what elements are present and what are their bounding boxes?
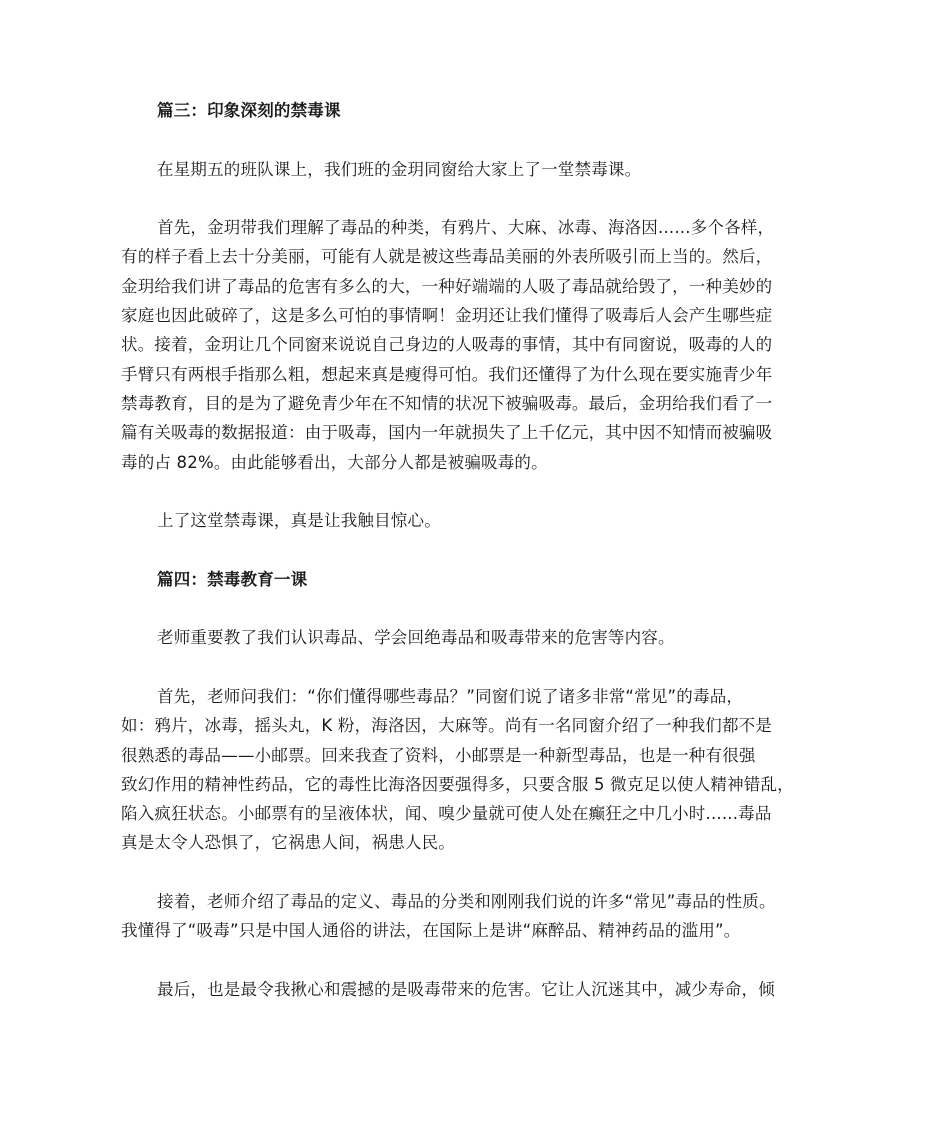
paragraph-line: 禁毒教育，目的是为了避免青少年在不知情的状况下被骗吸毒。最后，金玥给我们看了一 xyxy=(121,393,773,413)
paragraph-gap xyxy=(121,535,833,564)
paragraph-line: 致幻作用的精神性药品，它的毒性比海洛因要强得多，只要含服 5 微克足以使人精神错乱， xyxy=(121,774,794,794)
paragraph-line: 最后，也是最令我揪心和震撼的是吸毒带来的危害。它让人沉迷其中，减少寿命，倾 xyxy=(157,979,775,999)
paragraph-line: 在星期五的班队课上，我们班的金玥同窗给大家上了一堂禁毒课。 xyxy=(157,159,642,179)
section-heading: 篇四：禁毒教育一课 xyxy=(157,569,308,589)
paragraph-gap xyxy=(121,477,833,506)
paragraph-line: 手臂只有两根手指那么粗，想起来真是瘦得可怕。我们还懂得了为什么现在要实施青少年 xyxy=(121,364,773,384)
paragraph-gap xyxy=(121,858,833,887)
section-heading: 篇三：印象深刻的禁毒课 xyxy=(157,101,341,120)
paragraph xyxy=(121,975,833,1004)
paragraph-line: 有的样子看上去十分美丽，可能有人就是被这些毒品美丽的外表所吸引而上当的。然后， xyxy=(121,247,773,267)
paragraph-line: 真是太令人恐惧了，它祸患人间，祸患人民。 xyxy=(121,833,455,853)
paragraph-gap xyxy=(121,184,833,213)
paragraph-line: 很熟悉的毒品——小邮票。回来我查了资料，小邮票是一种新型毒品，也是一种有很强 xyxy=(121,745,756,765)
paragraph-gap xyxy=(121,594,833,623)
paragraph-gap xyxy=(121,653,833,682)
paragraph xyxy=(121,213,833,477)
paragraph-gap xyxy=(121,125,833,154)
paragraph-line: 我懂得了“吸毒”只是中国人通俗的讲法，在国际上是讲“麻醉品、精神药品的滥用”。 xyxy=(121,921,741,941)
paragraph xyxy=(121,623,833,652)
paragraph-line: 老师重要教了我们认识毒品、学会回绝毒品和吸毒带来的危害等内容。 xyxy=(157,628,675,648)
paragraph-line: 首先，老师问我们：“你们懂得哪些毒品？”同窗们说了诸多非常“常见”的毒品， xyxy=(157,686,744,706)
paragraph xyxy=(121,682,833,858)
paragraph-line: 如：鸦片，冰毒，摇头丸，K 粉，海洛因，大麻等。尚有一名同窗介绍了一种我们都不是 xyxy=(121,716,773,736)
paragraph-line: 首先，金玥带我们理解了毒品的种类，有鸦片、大麻、冰毒、海洛因......多个各样， xyxy=(157,218,775,238)
paragraph-line: 毒的占 82%。由此能够看出，大部分人都是被骗吸毒的。 xyxy=(121,452,548,472)
paragraph-line: 陷入疯狂状态。小邮票有的呈液体状，闻、嗅少量就可使人处在癫狂之中几小时......毒品 xyxy=(121,804,772,824)
paragraph-line: 篇有关吸毒的数据报道：由于吸毒，国内一年就损失了上千亿元，其中因不知情而被骗吸 xyxy=(121,423,773,443)
paragraph-line: 上了这堂禁毒课，真是让我触目惊心。 xyxy=(157,511,441,531)
document-page xyxy=(121,96,833,1004)
paragraph-gap xyxy=(121,946,833,975)
paragraph xyxy=(121,506,833,535)
paragraph-line: 状。接着，金玥让几个同窗来说说自己身边的人吸毒的事情，其中有同窗说，吸毒的人的 xyxy=(121,335,773,355)
paragraph-line: 接着，老师介绍了毒品的定义、毒品的分类和刚刚我们说的许多“常见”毒品的性质。 xyxy=(157,892,776,912)
paragraph-line: 家庭也因此破碎了，这是多么可怕的事情啊！金玥还让我们懂得了吸毒后人会产生哪些症 xyxy=(121,306,773,326)
paragraph-line: 金玥给我们讲了毒品的危害有多么的大，一种好端端的人吸了毒品就给毁了，一种美妙的 xyxy=(121,276,773,296)
paragraph xyxy=(121,155,833,184)
paragraph xyxy=(121,887,833,946)
